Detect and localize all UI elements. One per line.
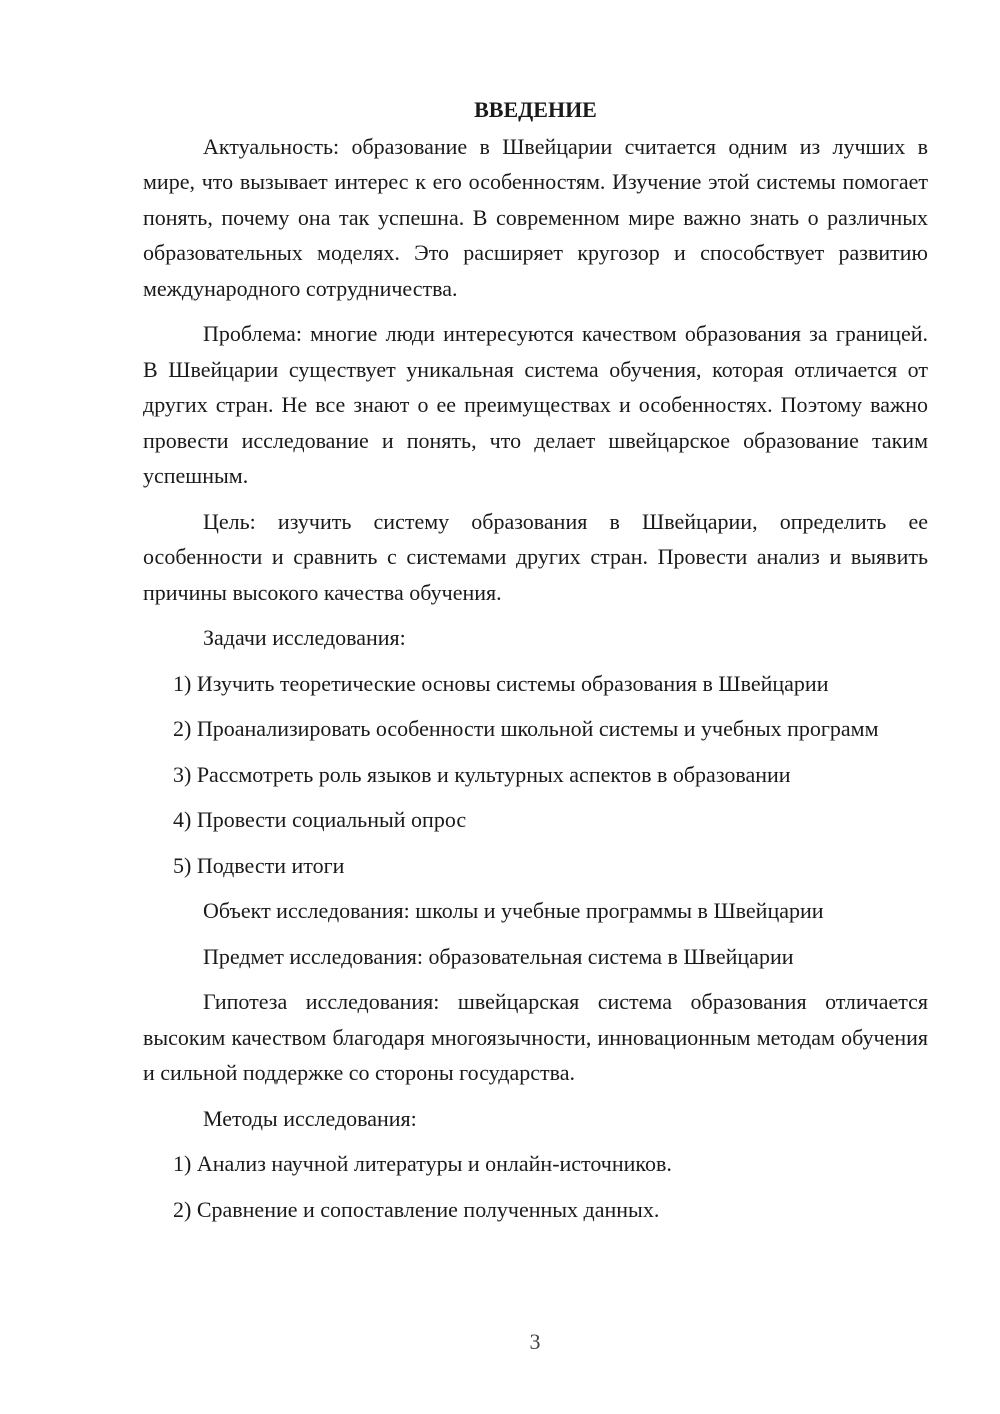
task-item-5: 5) Подвести итоги	[173, 852, 345, 878]
method-item-1: 1) Анализ научной литературы и онлайн-источников.	[173, 1151, 672, 1176]
hypothesis-paragraph: Гипотеза исследования: швейцарская система образования отличается высоким качеством благодаря многоязычности, инновационным методам обучения и сильной поддержке со стороны государства.	[143, 989, 928, 1085]
goal-paragraph: Цель: изучить систему образования в Швейцарии, определить ее особенности и сравнить с системами других стран. Провести анализ и выявить причины высокого качества обучения.	[143, 508, 928, 605]
document-body	[143, 92, 928, 1237]
page-title: ВВЕДЕНИЕ	[474, 97, 597, 122]
task-item-4: 4) Провести социальный опрос	[173, 807, 467, 832]
tasks-heading: Задачи исследования:	[203, 625, 406, 650]
task-item-2: 2) Проанализировать особенности школьной системы и учебных программ	[173, 716, 879, 741]
task-item-3: 3) Рассмотреть роль языков и культурных аспектов в образовании	[173, 761, 791, 787]
methods-heading: Методы исследования:	[203, 1105, 417, 1131]
task-item-1: 1) Изучить теоретические основы системы образования в Швейцарии	[173, 670, 829, 696]
relevance-paragraph: Актуальность: образование в Швейцарии считается одним из лучших в мире, что вызывает интерес к его особенностям. Изучение этой системы помогает понять, почему она так успешна. В современном мире важно знать о различных образовательных моделях. Это расширяет кругозор и способствует развитию международного сотрудничества.	[143, 133, 928, 301]
problem-paragraph: Проблема: многие люди интересуются качеством образования за границей. В Швейцарии существует уникальная система обучения, которая отличается от других стран. Не все знают о ее преимуществах и особенностях. Поэтому важно провести исследование и понять, что делает швейцарское образование таким успешным.	[143, 321, 928, 488]
research-object: Объект исследования: школы и учебные программы в Швейцарии	[203, 898, 824, 923]
method-item-2: 2) Сравнение и сопоставление полученных данных.	[173, 1196, 660, 1222]
research-subject: Предмет исследования: образовательная система в Швейцарии	[203, 943, 794, 969]
page-number: 3	[529, 1329, 541, 1354]
